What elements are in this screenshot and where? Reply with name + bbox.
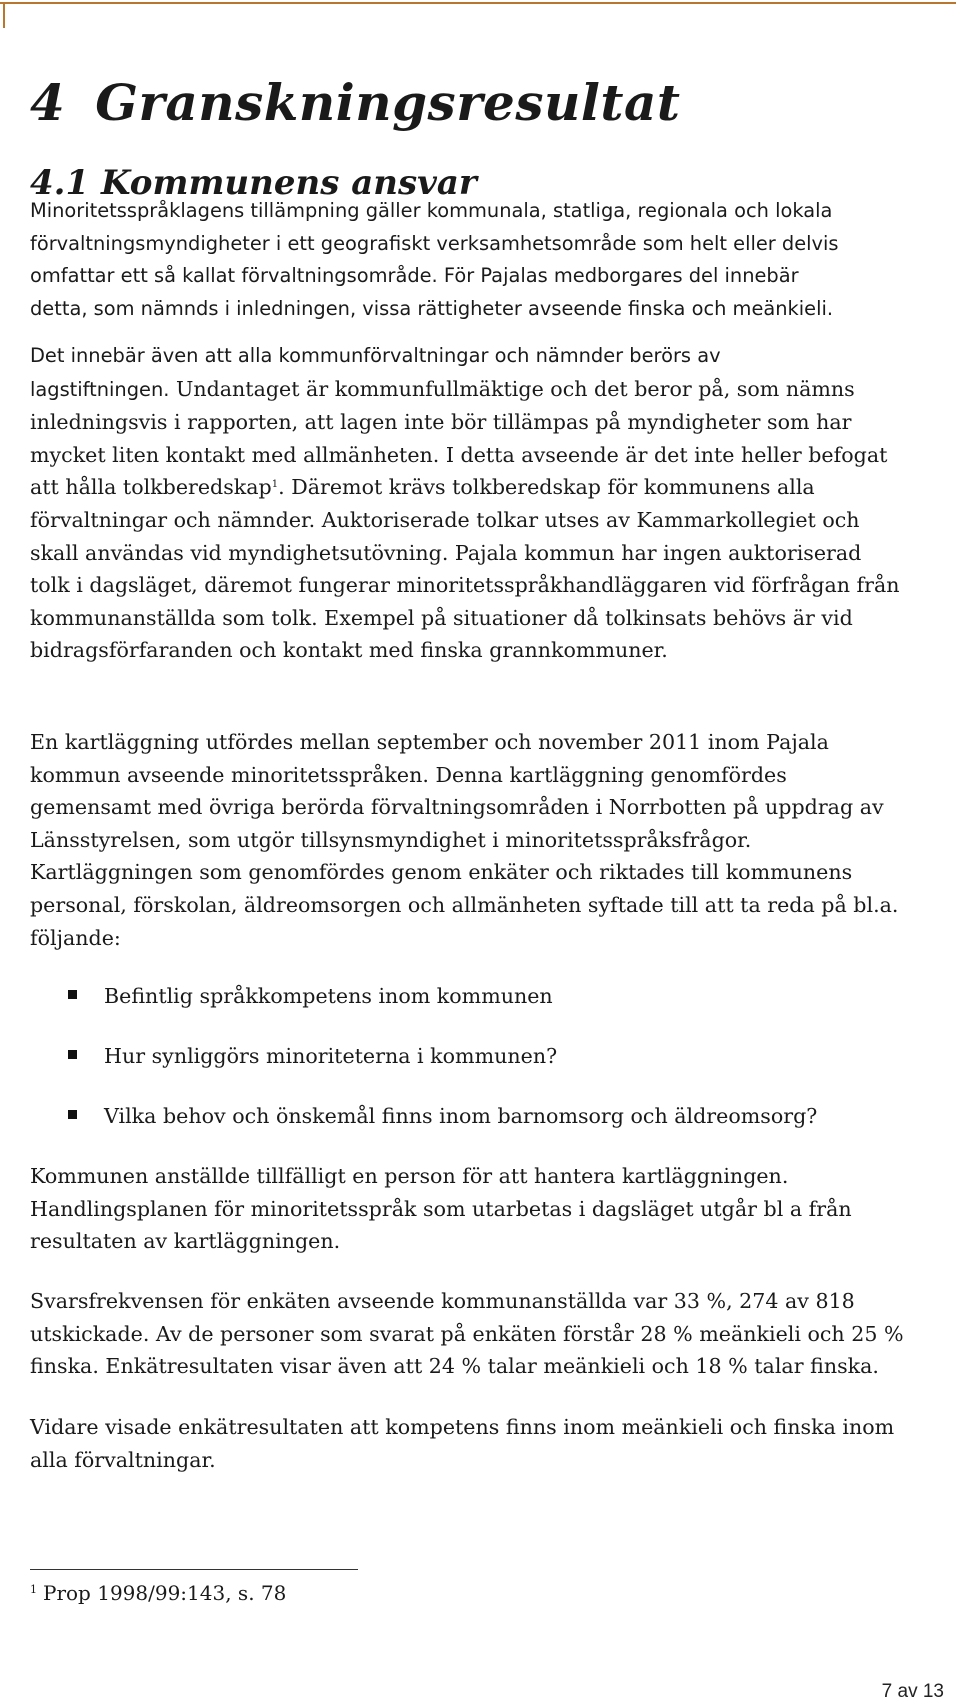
square-bullet-icon — [68, 1110, 77, 1119]
text-line: följande: — [30, 925, 121, 950]
paragraph-5 — [30, 1285, 904, 1383]
footnote — [30, 1579, 286, 1607]
square-bullet-icon — [68, 1050, 77, 1059]
text-line: alla förvaltningar. — [30, 1447, 216, 1472]
text-line: Det innebär även att alla kommunförvaltningar och nämnder berörs av — [30, 344, 721, 367]
text-line-part: . Däremot krävs tolkberedskap för kommunens alla — [278, 475, 815, 500]
chapter-number: 4 — [30, 73, 66, 132]
text-line — [30, 373, 900, 407]
footnote-mark: 1 — [30, 1583, 37, 1596]
text-line: bidragsförfaranden och kontakt med finska grannkommuner. — [30, 638, 668, 663]
list-item — [68, 980, 817, 1040]
text-line: förvaltningsmyndigheter i ett geografiskt verksamhetsområde som helt eller delvis — [30, 231, 839, 255]
text-line: resultaten av kartläggningen. — [30, 1229, 341, 1254]
footnote-reference: 1 — [271, 479, 279, 491]
text-line: personal, förskolan, äldreomsorgen och allmänheten syftade till att ta reda på bl.a. — [30, 892, 899, 917]
paragraph-2 — [30, 340, 900, 667]
text-line: Handlingsplanen för minoritetsspråk som utarbetas i dagsläget utgår bl a från — [30, 1196, 852, 1221]
square-bullet-icon — [68, 990, 77, 999]
text-line: Kommunen anställde tillfälligt en person för att hantera kartläggningen. — [30, 1164, 789, 1188]
paragraph-3 — [30, 726, 898, 954]
list-item-text: Vilka behov och önskemål finns inom barnomsorg och äldreomsorg? — [104, 1104, 818, 1128]
chapter-heading — [30, 73, 681, 132]
text-line: utskickade. Av de personer som svarat på enkäten förstår 28 % meänkieli och 25 % — [30, 1321, 904, 1346]
text-line: kommunanställda som tolk. Exempel på situationer då tolkinsats behövs är vid — [30, 605, 853, 630]
list-item — [68, 1040, 817, 1100]
text-line: gemensamt med övriga berörda förvaltningsområden i Norrbotten på uppdrag av — [30, 795, 884, 820]
corner-rule-horizontal — [0, 2, 956, 4]
text-line: detta, som nämnds i inledningen, vissa rättigheter avseende finska och meänkieli. — [30, 296, 834, 320]
text-line-part: lagstiftningen. — [30, 377, 170, 401]
footnote-separator — [30, 1569, 358, 1570]
text-line: Minoritetsspråklagens tillämpning gäller kommunala, statliga, regionala och lokala — [30, 199, 833, 222]
text-line: Kartläggningen som genomfördes genom enkäter och riktades till kommunens — [30, 860, 853, 885]
text-line: Länsstyrelsen, som utgör tillsynsmyndighet i minoritetsspråksfrågor. — [30, 827, 752, 852]
text-line-part: omfattar ett så kallat förvaltningsområde. — [30, 264, 438, 288]
text-line-part: I detta avseende är det inte heller befogat — [439, 442, 888, 467]
bullet-list — [68, 980, 817, 1160]
list-item-text: Befintlig språkkompetens inom kommunen — [104, 984, 553, 1008]
text-line-part: Undantaget är kommunfullmäktige och det beror på, som nämns — [169, 376, 855, 401]
chapter-title: Granskningsresultat — [95, 73, 681, 132]
text-line — [30, 260, 839, 293]
list-item-text: Hur synliggörs minoriteterna i kommunen? — [104, 1044, 558, 1068]
section-heading: 4.1 Kommunens ansvar — [30, 163, 477, 203]
text-line: förvaltningar och nämnder. Auktoriserade tolkar utses av Kammarkollegiet och — [30, 507, 860, 532]
text-line: finska. Enkätresultaten visar även att 24 % talar meänkieli och 18 % talar finska. — [30, 1354, 879, 1379]
text-line-part: mycket liten kontakt med allmänheten. — [30, 442, 440, 467]
paragraph-1 — [30, 195, 839, 325]
text-line-part: att hålla tolkberedskap — [30, 475, 272, 500]
text-line: tolk i dagsläget, däremot fungerar minoritetsspråkhandläggaren vid förfrågan från — [30, 573, 900, 598]
list-item — [68, 1100, 817, 1160]
text-line: inledningsvis i rapporten, att lagen inte bör tillämpas på myndigheter som har — [30, 410, 852, 435]
text-line — [30, 439, 900, 472]
paragraph-6 — [30, 1411, 894, 1476]
text-line — [30, 471, 900, 504]
footnote-text: Prop 1998/99:143, s. 78 — [43, 1581, 287, 1605]
page-number: 7 av 13 — [881, 1681, 944, 1702]
paragraph-4 — [30, 1160, 852, 1258]
text-line-part: För Pajalas medborgares del innebär — [437, 264, 799, 288]
text-line: kommun avseende minoritetsspråken. Denna kartläggning genomfördes — [30, 762, 787, 787]
corner-rule-vertical — [3, 2, 5, 28]
text-line: skall användas vid myndighetsutövning. Pajala kommun har ingen auktoriserad — [30, 540, 862, 565]
text-line: Svarsfrekvensen för enkäten avseende kommunanställda var 33 %, 274 av 818 — [30, 1289, 855, 1313]
text-line: En kartläggning utfördes mellan september och november 2011 inom Pajala — [30, 730, 829, 754]
text-line: Vidare visade enkätresultaten att kompetens finns inom meänkieli och finska inom — [30, 1415, 895, 1439]
